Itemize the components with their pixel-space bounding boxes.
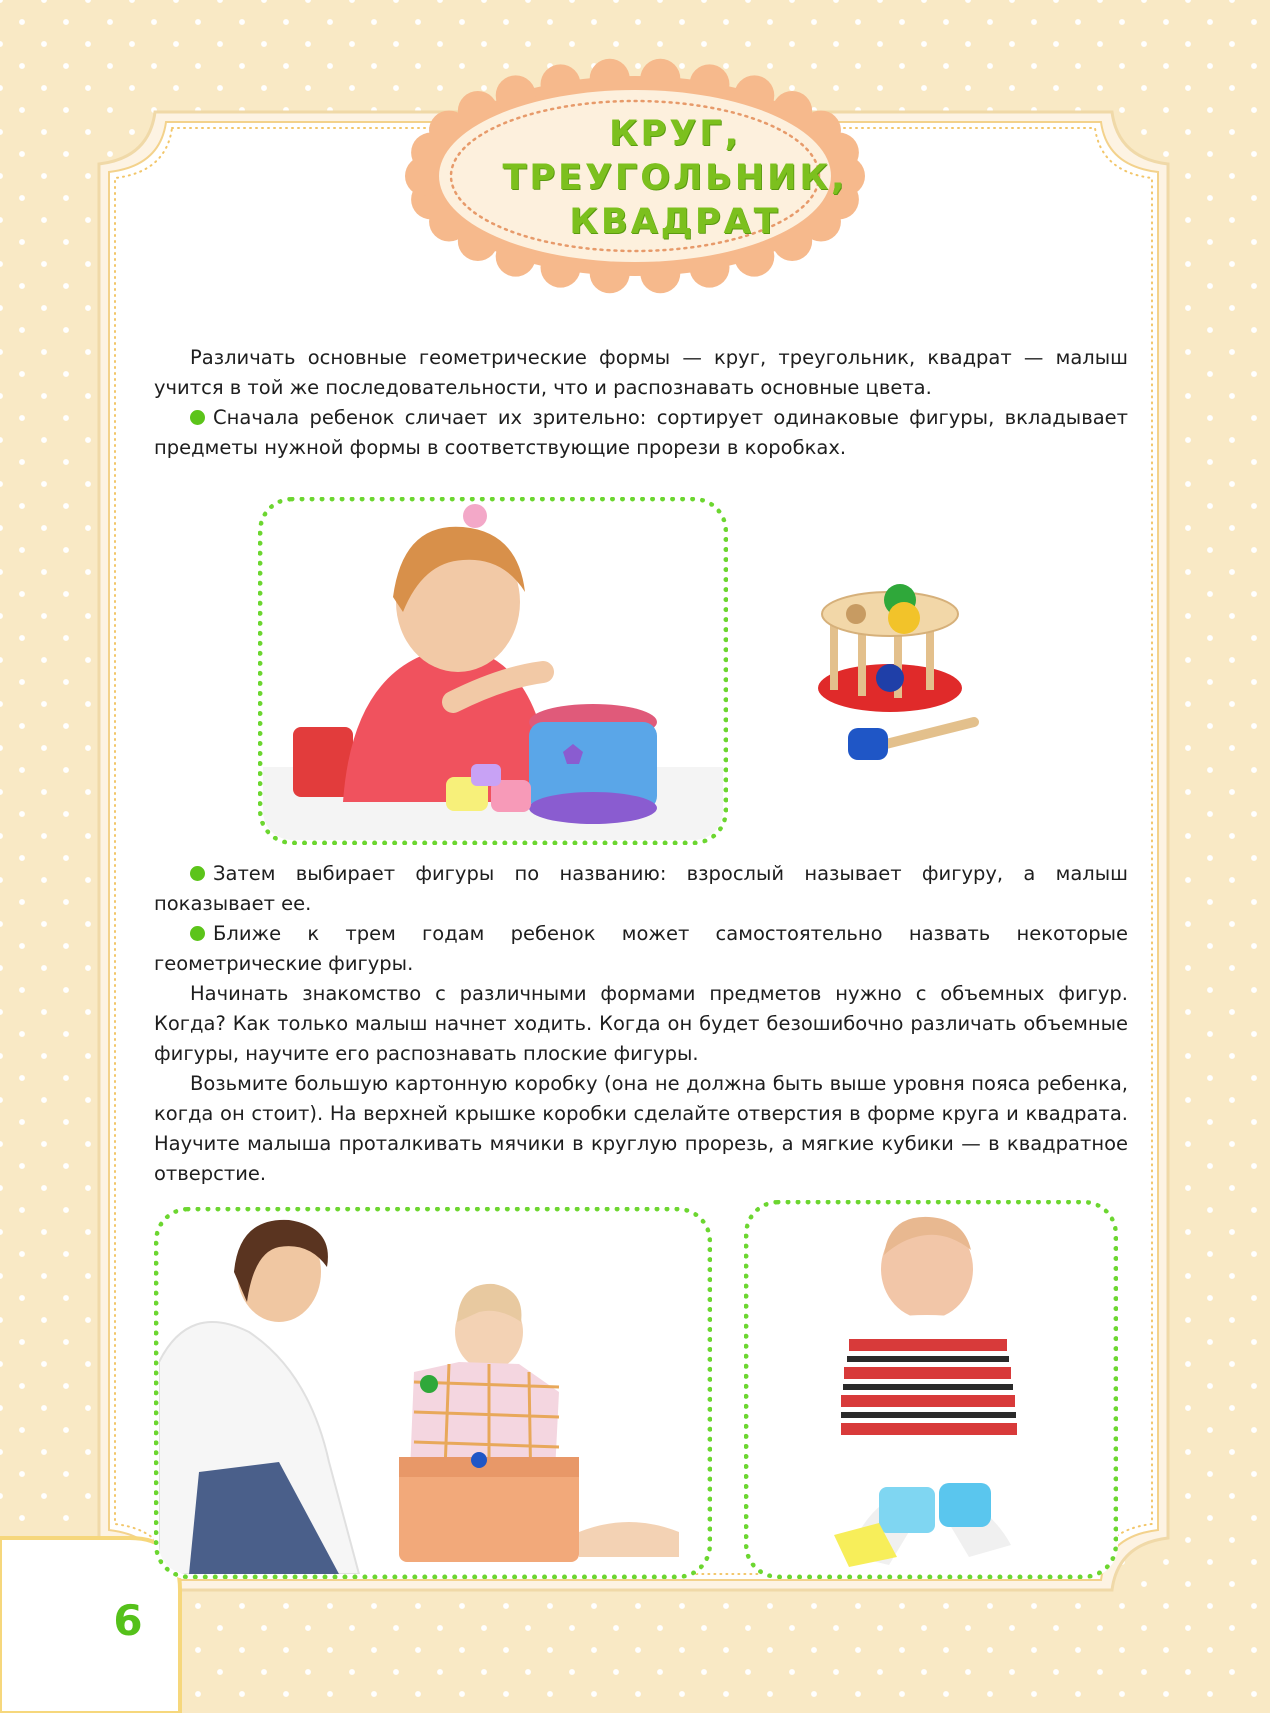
paragraph-text: Ближе к трем годам ребенок может самостоятельно назвать некоторые геометрические фигуры.	[154, 922, 1128, 975]
paragraph-text: Начинать знакомство с различными формами предметов нужно с объемных фигур. Когда? Как только малыш начнет ходить. Когда он будет безошибочно различать объемные фигуры, научите его распознавать плоские фигуры.	[154, 982, 1128, 1065]
photo-baby-soft-cubes	[744, 1200, 1118, 1579]
title-line-2: ТРЕУГОЛЬНИК,	[502, 158, 848, 198]
photo-girl-shape-sorter	[258, 497, 728, 845]
paragraph-bullet-1	[154, 403, 1128, 463]
paragraph-text: Сначала ребенок сличает их зрительно: сортирует одинаковые фигуры, вкладывает предметы нужной формы в соответствующие прорези в коробках.	[154, 406, 1128, 459]
paragraph-when-to-start	[154, 979, 1128, 1069]
paragraph-bullet-3	[154, 919, 1128, 979]
paragraph-text: Возьмите большую картонную коробку (она не должна быть выше уровня пояса ребенка, когда он стоит). На верхней крышке коробки сделайте отверстия в форме круга и квадрата. Научите малыша проталкивать мячики в круглую прорезь, а мягкие кубики — в квадратное отверстие.	[154, 1072, 1128, 1185]
photo-girl-shape-sorter-drawing	[263, 502, 723, 840]
title-line-3: КВАДРАТ	[569, 202, 781, 242]
green-dot-icon	[190, 866, 205, 881]
page-number: 6	[113, 1596, 143, 1645]
photo-baby-soft-cubes-drawing	[749, 1205, 1113, 1574]
photo-mother-baby-box-drawing	[159, 1212, 707, 1574]
paragraph-cardboard-box	[154, 1069, 1128, 1189]
photo-mother-baby-box	[154, 1207, 712, 1579]
green-dot-icon	[190, 410, 205, 425]
paragraph-intro	[154, 343, 1128, 403]
paragraph-bullet-2	[154, 859, 1128, 919]
paragraph-text: Различать основные геометрические формы — круг, треугольник, квадрат — малыш учится в той же последовательности, что и распознавать основные цвета.	[154, 346, 1128, 399]
paragraph-text: Затем выбирает фигуры по названию: взрослый называет фигуру, а малыш показывает ее.	[154, 862, 1128, 915]
title-line-1: КРУГ,	[609, 114, 741, 154]
toy-hammer-ball-drop	[808, 578, 992, 768]
page-number-tab	[0, 1538, 180, 1713]
green-dot-icon	[190, 926, 205, 941]
